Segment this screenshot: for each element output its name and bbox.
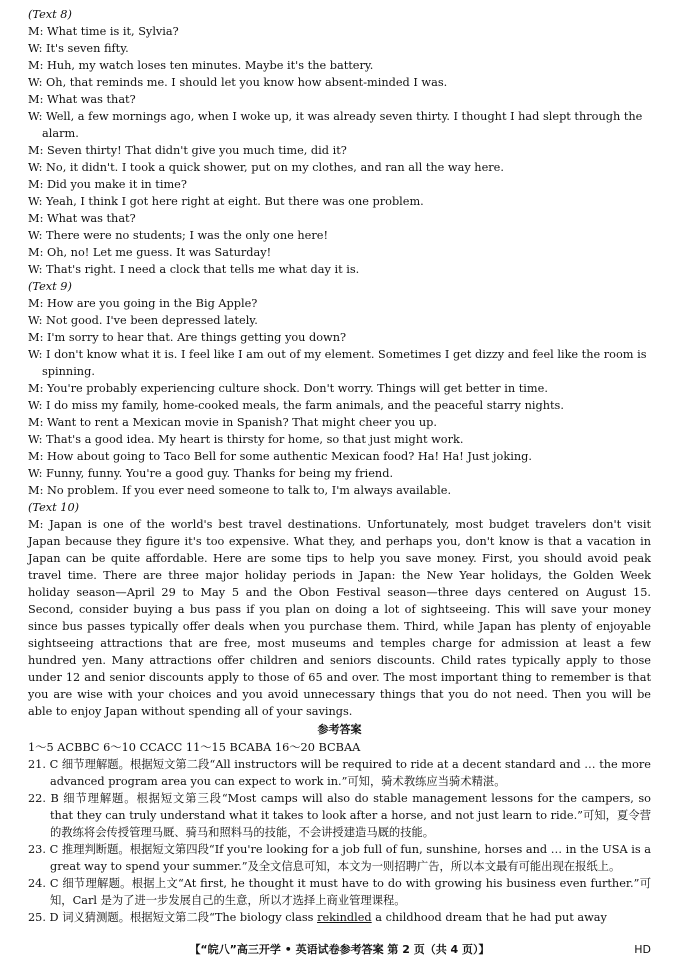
dialogue-line: M: Want to rent a Mexican movie in Spanish? That might cheer you up. [28, 416, 437, 429]
answer-key-line: 1～5 ACBBC 6～10 CCACC 11～15 BCABA 16～20 BCBAA [28, 741, 361, 754]
answer-item: 23. C 推理判断题。根据短文第四段“If you're looking for a job full of fun, sunshine, horses and … in the USA is a great way to spend your summer.”及全文信息可知，本文为一则招聘广告，所以本文最有可能出现在报纸上。 [28, 843, 651, 873]
dialogue-line: M: Huh, my watch loses ten minutes. Maybe it's the battery. [28, 59, 374, 72]
dialogue-line: M: Did you make it in time? [28, 178, 187, 191]
dialogue-line: M: What was that? [28, 212, 136, 225]
page-footer [28, 941, 651, 957]
text10-monologue: M: Japan is one of the world's best travel destinations. Unfortunately, most budget travelers don't visit Japan because they figure it's too expensive. What they, and perhaps you, don't know is that a vacation in Japan can be quite affordable. Here are some tips to help you save money. First, you should avoid peak travel time. There are three major holiday periods in Japan: the New Year holidays, the Golden Week holiday season—April 29 to May 5 and the Obon Festival season—three days centered on August 15. Second, consider buying a bus pass if you plan on doing a lot of sightseeing. This will save your money since bus passes typically offer deals when you purchase them. Third, while Japan has plenty of enjoyable sightseeing attractions that are free, most museums and temples charge for admission at least a few hundred yen. Many attractions offer children and seniors discounts. Child rates typically apply to those under 12 and senior discounts apply to those of 65 and over. The most important thing to remember is that you are wise with your choices and you avoid unnecessary things that you do not need. Then you will be able to enjoy Japan without spending all of your savings. [28, 518, 651, 718]
underlined-word: rekindled [317, 911, 372, 924]
dialogue-line: M: How are you going in the Big Apple? [28, 297, 258, 310]
dialogue-line: W: Yeah, I think I got here right at eight. But there was one problem. [28, 195, 424, 208]
dialogue-line: W: No, it didn't. I took a quick shower, put on my clothes, and ran all the way here. [28, 161, 504, 174]
answer-sheet-page [28, 6, 651, 926]
dialogue-line: W: I do miss my family, home-cooked meals, the farm animals, and the peaceful starry nights. [28, 399, 564, 412]
text8-dialogue [28, 23, 651, 278]
dialogue-line: M: What time is it, Sylvia? [28, 25, 179, 38]
answer-item: 22. B 细节理解题。根据短文第三段“Most camps will also do stable management lessons for the campers, so that they can truly understand what it takes to look after a horse, and not just learn to ride.”可知，夏令营的教练将会传授管理马厩、骑马和照料马的技能，不会讲授建造马厩的技能。 [28, 792, 651, 839]
answer-item: 21. C 细节理解题。根据短文第二段“All instructors will be required to ride at a decent standard and … the more advanced program area you can expect to work in.”可知，骑术教练应当骑术精湛。 [28, 758, 651, 788]
answers-heading: 参考答案 [317, 723, 362, 736]
answer-item-25-suffix: a childhood dream that he had put away [371, 911, 607, 924]
answer-item: 24. C 细节理解题。根据上文“At first, he thought it must have to do with growing his business even further.”可知，Carl 是为了进一步发展自己的生意，所以才选择上商业管理课程。 [28, 877, 651, 907]
dialogue-line: W: It's seven fifty. [28, 42, 129, 55]
dialogue-line: M: You're probably experiencing culture shock. Don't worry. Things will get better in time. [28, 382, 548, 395]
text9-label: (Text 9) [28, 280, 72, 293]
dialogue-line: W: That's a good idea. My heart is thirsty for home, so that just might work. [28, 433, 464, 446]
footer-title: 【“皖八”高三开学 • 英语试卷参考答案 第 2 页（共 4 页）】 [189, 943, 490, 956]
answer-item-25 [28, 909, 651, 926]
dialogue-line: W: Well, a few mornings ago, when I woke up, it was already seven thirty. I thought I had slept through the alarm. [28, 110, 643, 140]
answer-item-25-prefix: 25. D 词义猜测题。根据短文第二段“The biology class [28, 911, 318, 924]
dialogue-line: M: No problem. If you ever need someone to talk to, I'm always available. [28, 484, 452, 497]
text8-label: (Text 8) [28, 8, 72, 21]
text10-label: (Text 10) [28, 501, 80, 514]
dialogue-line: W: That's right. I need a clock that tells me what day it is. [28, 263, 360, 276]
dialogue-line: M: Seven thirty! That didn't give you much time, did it? [28, 144, 347, 157]
dialogue-line: M: I'm sorry to hear that. Are things getting you down? [28, 331, 347, 344]
text9-dialogue [28, 295, 651, 499]
dialogue-line: W: Funny, funny. You're a good guy. Thanks for being my friend. [28, 467, 394, 480]
dialogue-line: M: Oh, no! Let me guess. It was Saturday! [28, 246, 272, 259]
dialogue-line: M: How about going to Taco Bell for some authentic Mexican food? Ha! Ha! Just joking. [28, 450, 532, 463]
dialogue-line: M: What was that? [28, 93, 136, 106]
dialogue-line: W: Not good. I've been depressed lately. [28, 314, 258, 327]
dialogue-line: W: There were no students; I was the only one here! [28, 229, 328, 242]
dialogue-line: W: Oh, that reminds me. I should let you know how absent-minded I was. [28, 76, 448, 89]
footer-code: HD [634, 943, 651, 956]
dialogue-line: W: I don't know what it is. I feel like I am out of my element. Sometimes I get dizzy and feel like the room is spinning. [28, 348, 647, 378]
